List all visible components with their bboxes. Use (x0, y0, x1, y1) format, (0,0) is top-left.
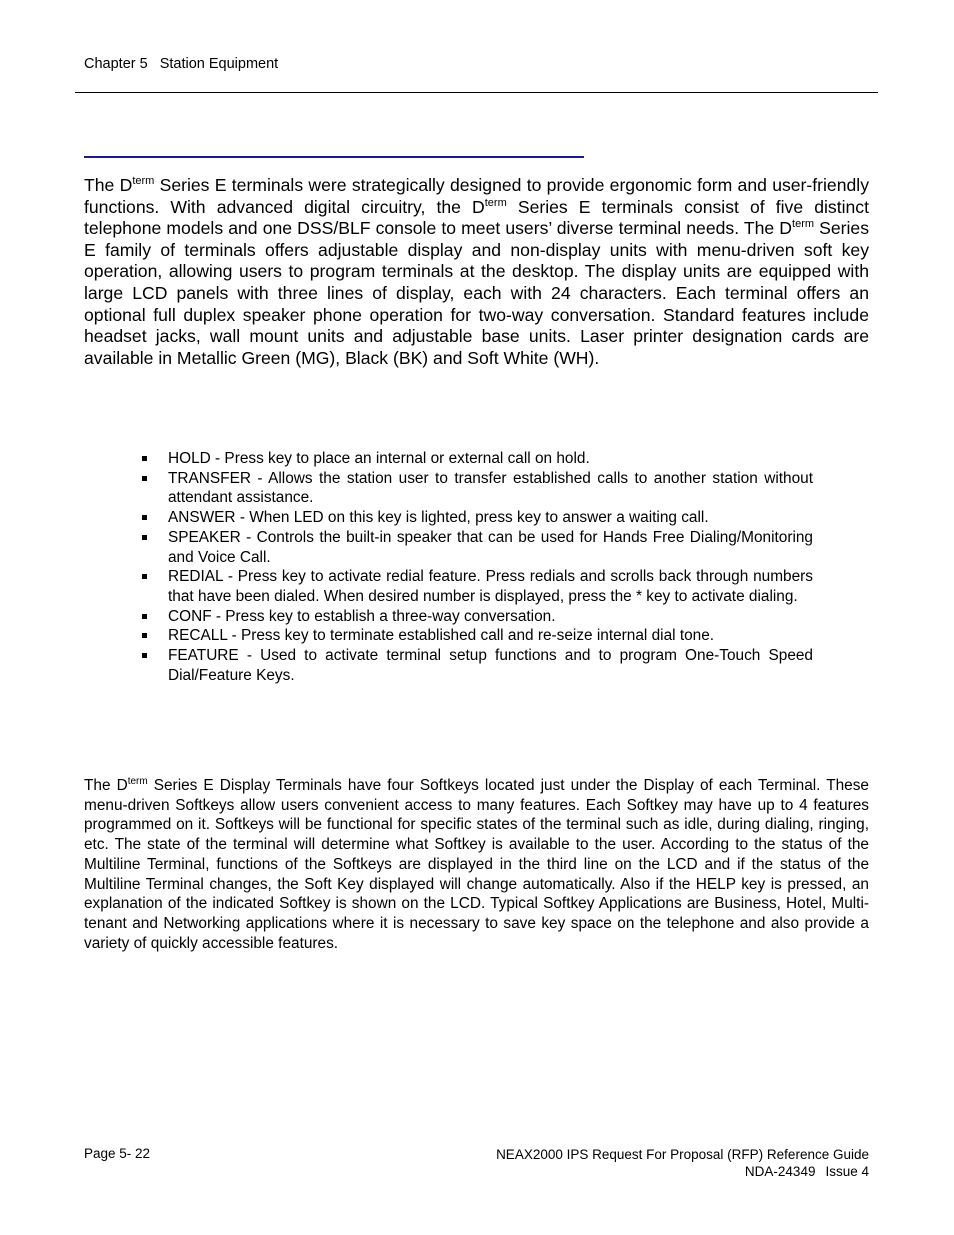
intro-paragraph (84, 175, 869, 369)
list-item (140, 508, 813, 528)
key-description: HOLD - Press key to place an internal or external call on hold. (168, 450, 590, 467)
key-description: TRANSFER - Allows the station user to transfer established calls to another station without attendant assistance. (168, 469, 813, 507)
bullet-icon (142, 456, 147, 461)
doc-number: NDA-24349 (744, 1164, 816, 1179)
key-description: SPEAKER - Controls the built-in speaker that can be used for Hands Free Dialing/Monitoring and Voice Call. (168, 528, 813, 566)
chapter-label: Chapter 5 (84, 56, 148, 72)
footer-reference (496, 1146, 869, 1180)
section-title-underline (84, 156, 584, 158)
bullet-icon (142, 515, 147, 520)
intro-text-1: The D (84, 175, 133, 195)
softkey-text-1: The D (84, 777, 128, 794)
running-header (84, 56, 278, 72)
intro-text-3: Series E terminals consist of five distinct telephone models and one DSS/BLF console to meet users’ diverse terminal needs. The D (84, 196, 869, 239)
bullet-icon (142, 653, 147, 658)
intro-superscript-3: term (792, 218, 815, 231)
list-item (140, 449, 813, 469)
key-description: ANSWER - When LED on this key is lighted, press key to answer a waiting call. (168, 509, 709, 527)
intro-superscript-1: term (132, 175, 155, 187)
list-item (140, 607, 813, 627)
issue-label: Issue 4 (825, 1164, 869, 1179)
intro-superscript-2: term (484, 196, 507, 209)
bullet-icon (142, 633, 147, 638)
softkey-superscript: term (127, 776, 148, 787)
softkey-text-2: Series E Display Terminals have four Softkeys located just under the Display of each Terminal. These menu-driven Softkeys allow users convenient access to many features. Each Softkey may have up to 4 features programmed on it. Softkeys will be functional for specific states of the terminal such as idle, during dialing, ringing, etc. The state of the terminal will determine what Softkey is available to the user. According to the status of the Multiline Terminal, functions of the Softkeys are displayed in the third line on the LCD and if the status of the Multiline Terminal changes, the Soft Key displayed will change automatically. Also if the HELP key is pressed, an explanation of the indicated Softkey is shown on the LCD. Typical Softkey Applications are Business, Hotel, Multi-tenant and Networking applications where it is necessary to save key space on the telephone and also provide a variety of quickly accessible features. (84, 777, 869, 952)
intro-text-2: Series E terminals were strategically designed to provide ergonomic form and user-friendly functions. With advanced digital circuitry, the D (84, 175, 869, 217)
key-description: REDIAL - Press key to activate redial feature. Press redials and scrolls back through numbers that have been dialed. When desired number is displayed, press the * key to activate dialing. (168, 568, 813, 605)
list-item (140, 469, 813, 508)
feature-key-list (140, 449, 813, 685)
guide-title: NEAX2000 IPS Request For Proposal (RFP) Reference Guide (496, 1147, 869, 1162)
bullet-icon (142, 614, 147, 619)
bullet-icon (142, 574, 147, 579)
bullet-icon (142, 535, 147, 540)
intro-text-4: Series E family of terminals offers adjustable display and non-display units with menu-driven soft key operation, allowing users to program terminals at the desktop. The display units are equipped with large LCD panels with three lines of display, each with 24 characters. Each terminal offers an optional full duplex speaker phone operation for two-way conversation. Standard features include headset jacks, wall mount units and adjustable base units. Laser printer designation cards are available in Metallic Green (MG), Black (BK) and Soft White (WH). (84, 218, 869, 368)
list-item (140, 567, 813, 606)
key-description: RECALL - Press key to terminate established call and re-seize internal dial tone. (168, 627, 715, 645)
section-label: Station Equipment (159, 56, 279, 72)
list-item (140, 626, 813, 646)
page-number: Page 5- 22 (84, 1146, 151, 1161)
document-id (496, 1163, 869, 1180)
softkey-paragraph (84, 776, 869, 953)
key-description: CONF - Press key to establish a three-way conversation. (168, 607, 556, 625)
key-description: FEATURE - Used to activate terminal setup functions and to program One-Touch Speed Dial/Feature Keys. (168, 647, 813, 684)
header-divider (75, 92, 878, 93)
list-item (140, 528, 813, 567)
bullet-icon (142, 476, 147, 481)
list-item (140, 646, 813, 685)
